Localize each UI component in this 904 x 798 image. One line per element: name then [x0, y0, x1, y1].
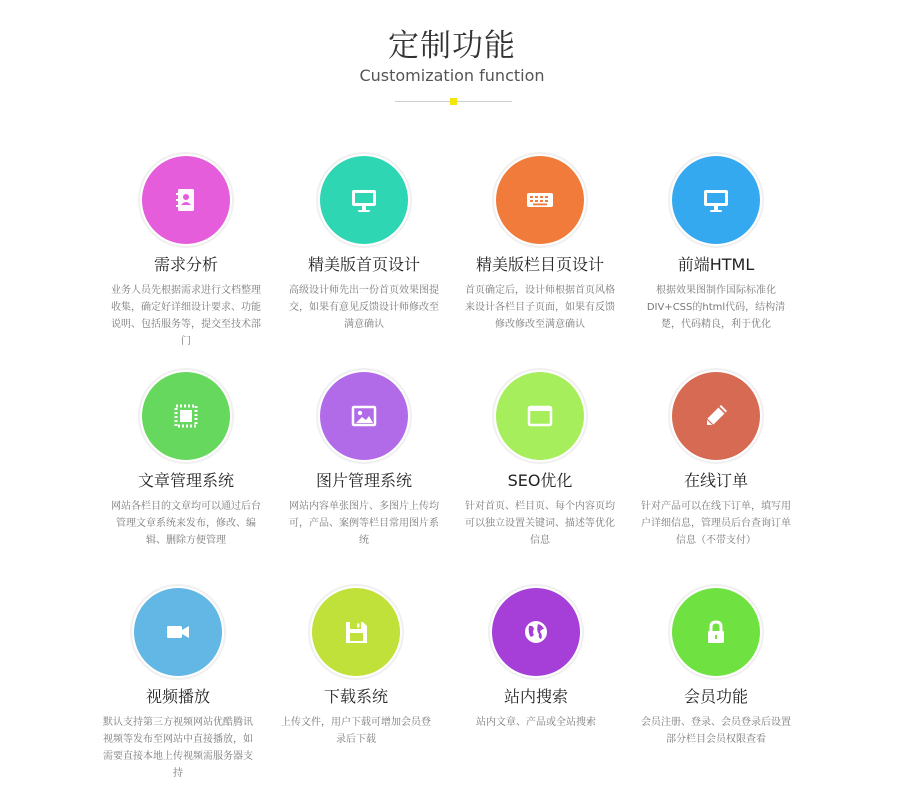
browser-window-icon	[524, 400, 556, 432]
icon-ring	[488, 584, 584, 680]
icon-circle	[496, 372, 584, 460]
feature-card-video[interactable]	[98, 584, 258, 782]
image-icon	[348, 400, 380, 432]
icon-circle	[496, 156, 584, 244]
feature-title: SEO优化	[507, 471, 573, 490]
monitor-icon	[700, 184, 732, 216]
feature-card-homepage-design[interactable]	[284, 152, 444, 333]
feature-title: 下载系统	[323, 687, 388, 706]
feature-card-image-system[interactable]	[284, 368, 444, 549]
feature-card-article-system[interactable]	[106, 368, 266, 549]
feature-description: 网站内容单张图片、多图片上传均可，产品、案例等栏目常用图片系统	[289, 501, 439, 546]
feature-description: 站内文章、产品或全站搜索	[476, 717, 596, 728]
feature-title: 图片管理系统	[315, 471, 412, 490]
icon-circle	[312, 588, 400, 676]
feature-card-column-design[interactable]	[460, 152, 620, 333]
icon-ring	[668, 152, 764, 248]
feature-card-frontend-html[interactable]	[636, 152, 796, 333]
feature-title: 在线订单	[683, 471, 748, 490]
icon-circle	[142, 372, 230, 460]
icon-circle	[492, 588, 580, 676]
feature-description: 上传文件，用户下载可增加会员登录后下载	[281, 717, 431, 745]
contacts-book-icon	[170, 184, 202, 216]
stamp-frame-icon	[170, 400, 202, 432]
icon-circle	[142, 156, 230, 244]
feature-description: 会员注册、登录、会员登录后设置部分栏目会员权限查看	[641, 717, 791, 745]
icon-circle	[672, 372, 760, 460]
icon-ring	[668, 368, 764, 464]
page-title: 定制功能	[388, 28, 516, 64]
feature-description: 针对产品可以在线下订单，填写用户详细信息，管理员后台查询订单信息（不带支付）	[641, 501, 791, 546]
keyboard-icon	[524, 184, 556, 216]
feature-description: 网站各栏目的文章均可以通过后台管理文章系统来发布，修改、编辑、删除方便管理	[111, 501, 261, 546]
feature-description: 首页确定后，设计师根据首页风格来设计各栏目子页面，如果有反馈修改修改至满意确认	[465, 285, 615, 330]
icon-circle	[320, 156, 408, 244]
feature-card-site-search[interactable]	[456, 584, 616, 731]
feature-card-download[interactable]	[276, 584, 436, 748]
icon-ring	[138, 368, 234, 464]
feature-title: 文章管理系统	[137, 471, 234, 490]
video-camera-icon	[162, 616, 194, 648]
icon-circle	[672, 588, 760, 676]
icon-circle	[134, 588, 222, 676]
feature-title: 会员功能	[683, 687, 748, 706]
feature-title: 精美版首页设计	[307, 255, 420, 274]
feature-card-requirements[interactable]	[106, 152, 266, 350]
icon-ring	[492, 152, 588, 248]
icon-ring	[130, 584, 226, 680]
globe-icon	[520, 616, 552, 648]
feature-card-seo[interactable]	[460, 368, 620, 549]
feature-title: 精美版栏目页设计	[475, 255, 604, 274]
monitor-icon	[348, 184, 380, 216]
feature-title: 站内搜索	[503, 687, 568, 706]
feature-description: 默认支持第三方视频网站优酷腾讯视频等发布至网站中直接播放，如需要直接本地上传视频需服务器支持	[103, 717, 253, 779]
feature-description: 高级设计师先出一份首页效果图提交，如果有意见反馈设计师修改至满意确认	[289, 285, 439, 330]
feature-description: 业务人员先根据需求进行文档整理收集，确定好详细设计要求、功能说明、包括服务等，提交至技术部门	[111, 285, 261, 347]
pencil-icon	[700, 400, 732, 432]
feature-card-online-order[interactable]	[636, 368, 796, 549]
floppy-disk-icon	[340, 616, 372, 648]
icon-circle	[672, 156, 760, 244]
feature-title: 前端HTML	[677, 255, 755, 274]
icon-ring	[492, 368, 588, 464]
icon-ring	[668, 584, 764, 680]
icon-ring	[138, 152, 234, 248]
feature-description: 根据效果图制作国际标准化DIV+CSS的html代码，结构清楚，代码精良，利于优化	[646, 285, 786, 330]
icon-circle	[320, 372, 408, 460]
feature-description: 针对首页、栏目页、每个内容页均可以独立设置关键词、描述等优化信息	[465, 501, 615, 546]
lock-icon	[700, 616, 732, 648]
feature-card-membership[interactable]	[636, 584, 796, 748]
icon-ring	[316, 368, 412, 464]
icon-ring	[316, 152, 412, 248]
icon-ring	[308, 584, 404, 680]
feature-title: 视频播放	[145, 687, 210, 706]
feature-title: 需求分析	[153, 255, 218, 274]
page-subtitle: Customization function	[359, 66, 545, 85]
